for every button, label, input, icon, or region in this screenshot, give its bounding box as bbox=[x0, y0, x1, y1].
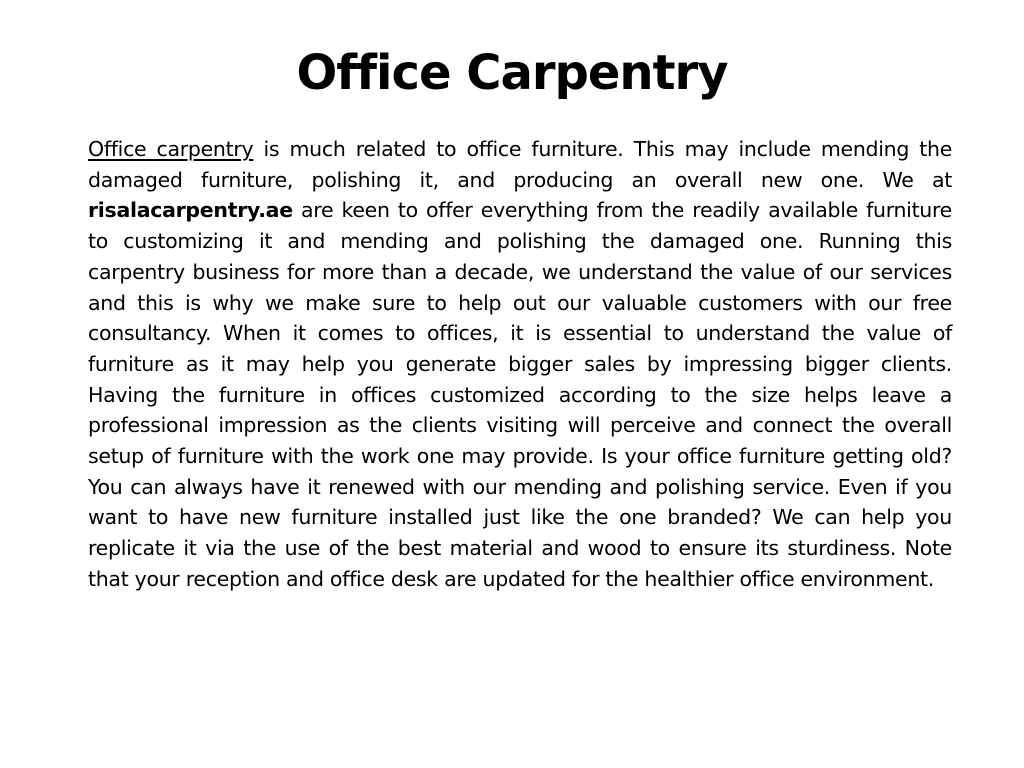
body-text-part-2: are keen to offer everything from the readily available furniture to customizing it and mending and polishing the damaged one. Running this carpentry business for more than a decade, we understand the value of our services and this is why we make sure to help out our valuable customers with our free consultancy. When it comes to offices, it is essential to understand the value of furniture as it may help you generate bigger sales by impressing bigger clients. Having the furniture in offices customized according to the size helps leave a professional impression as the clients visiting will perceive and connect the overall setup of furniture with the work one may provide. Is your office furniture getting old? You can always have it renewed with our mending and polishing service. Even if you want to have new furniture installed just like the one branded? We can help you replicate it via the use of the best material and wood to ensure its sturdiness. Note that your reception and office desk are updated for the healthier office environment. bbox=[88, 198, 952, 591]
office-carpentry-link[interactable]: Office carpentry bbox=[88, 137, 254, 161]
body-text-part-1: is much related to office furniture. This may include mending the damaged furniture, polishing it, and producing an overall new one. We at bbox=[88, 137, 953, 192]
slide-title: Office Carpentry bbox=[296, 45, 728, 101]
body-paragraph bbox=[88, 134, 952, 595]
brand-name: risalacarpentry.ae bbox=[88, 198, 293, 223]
